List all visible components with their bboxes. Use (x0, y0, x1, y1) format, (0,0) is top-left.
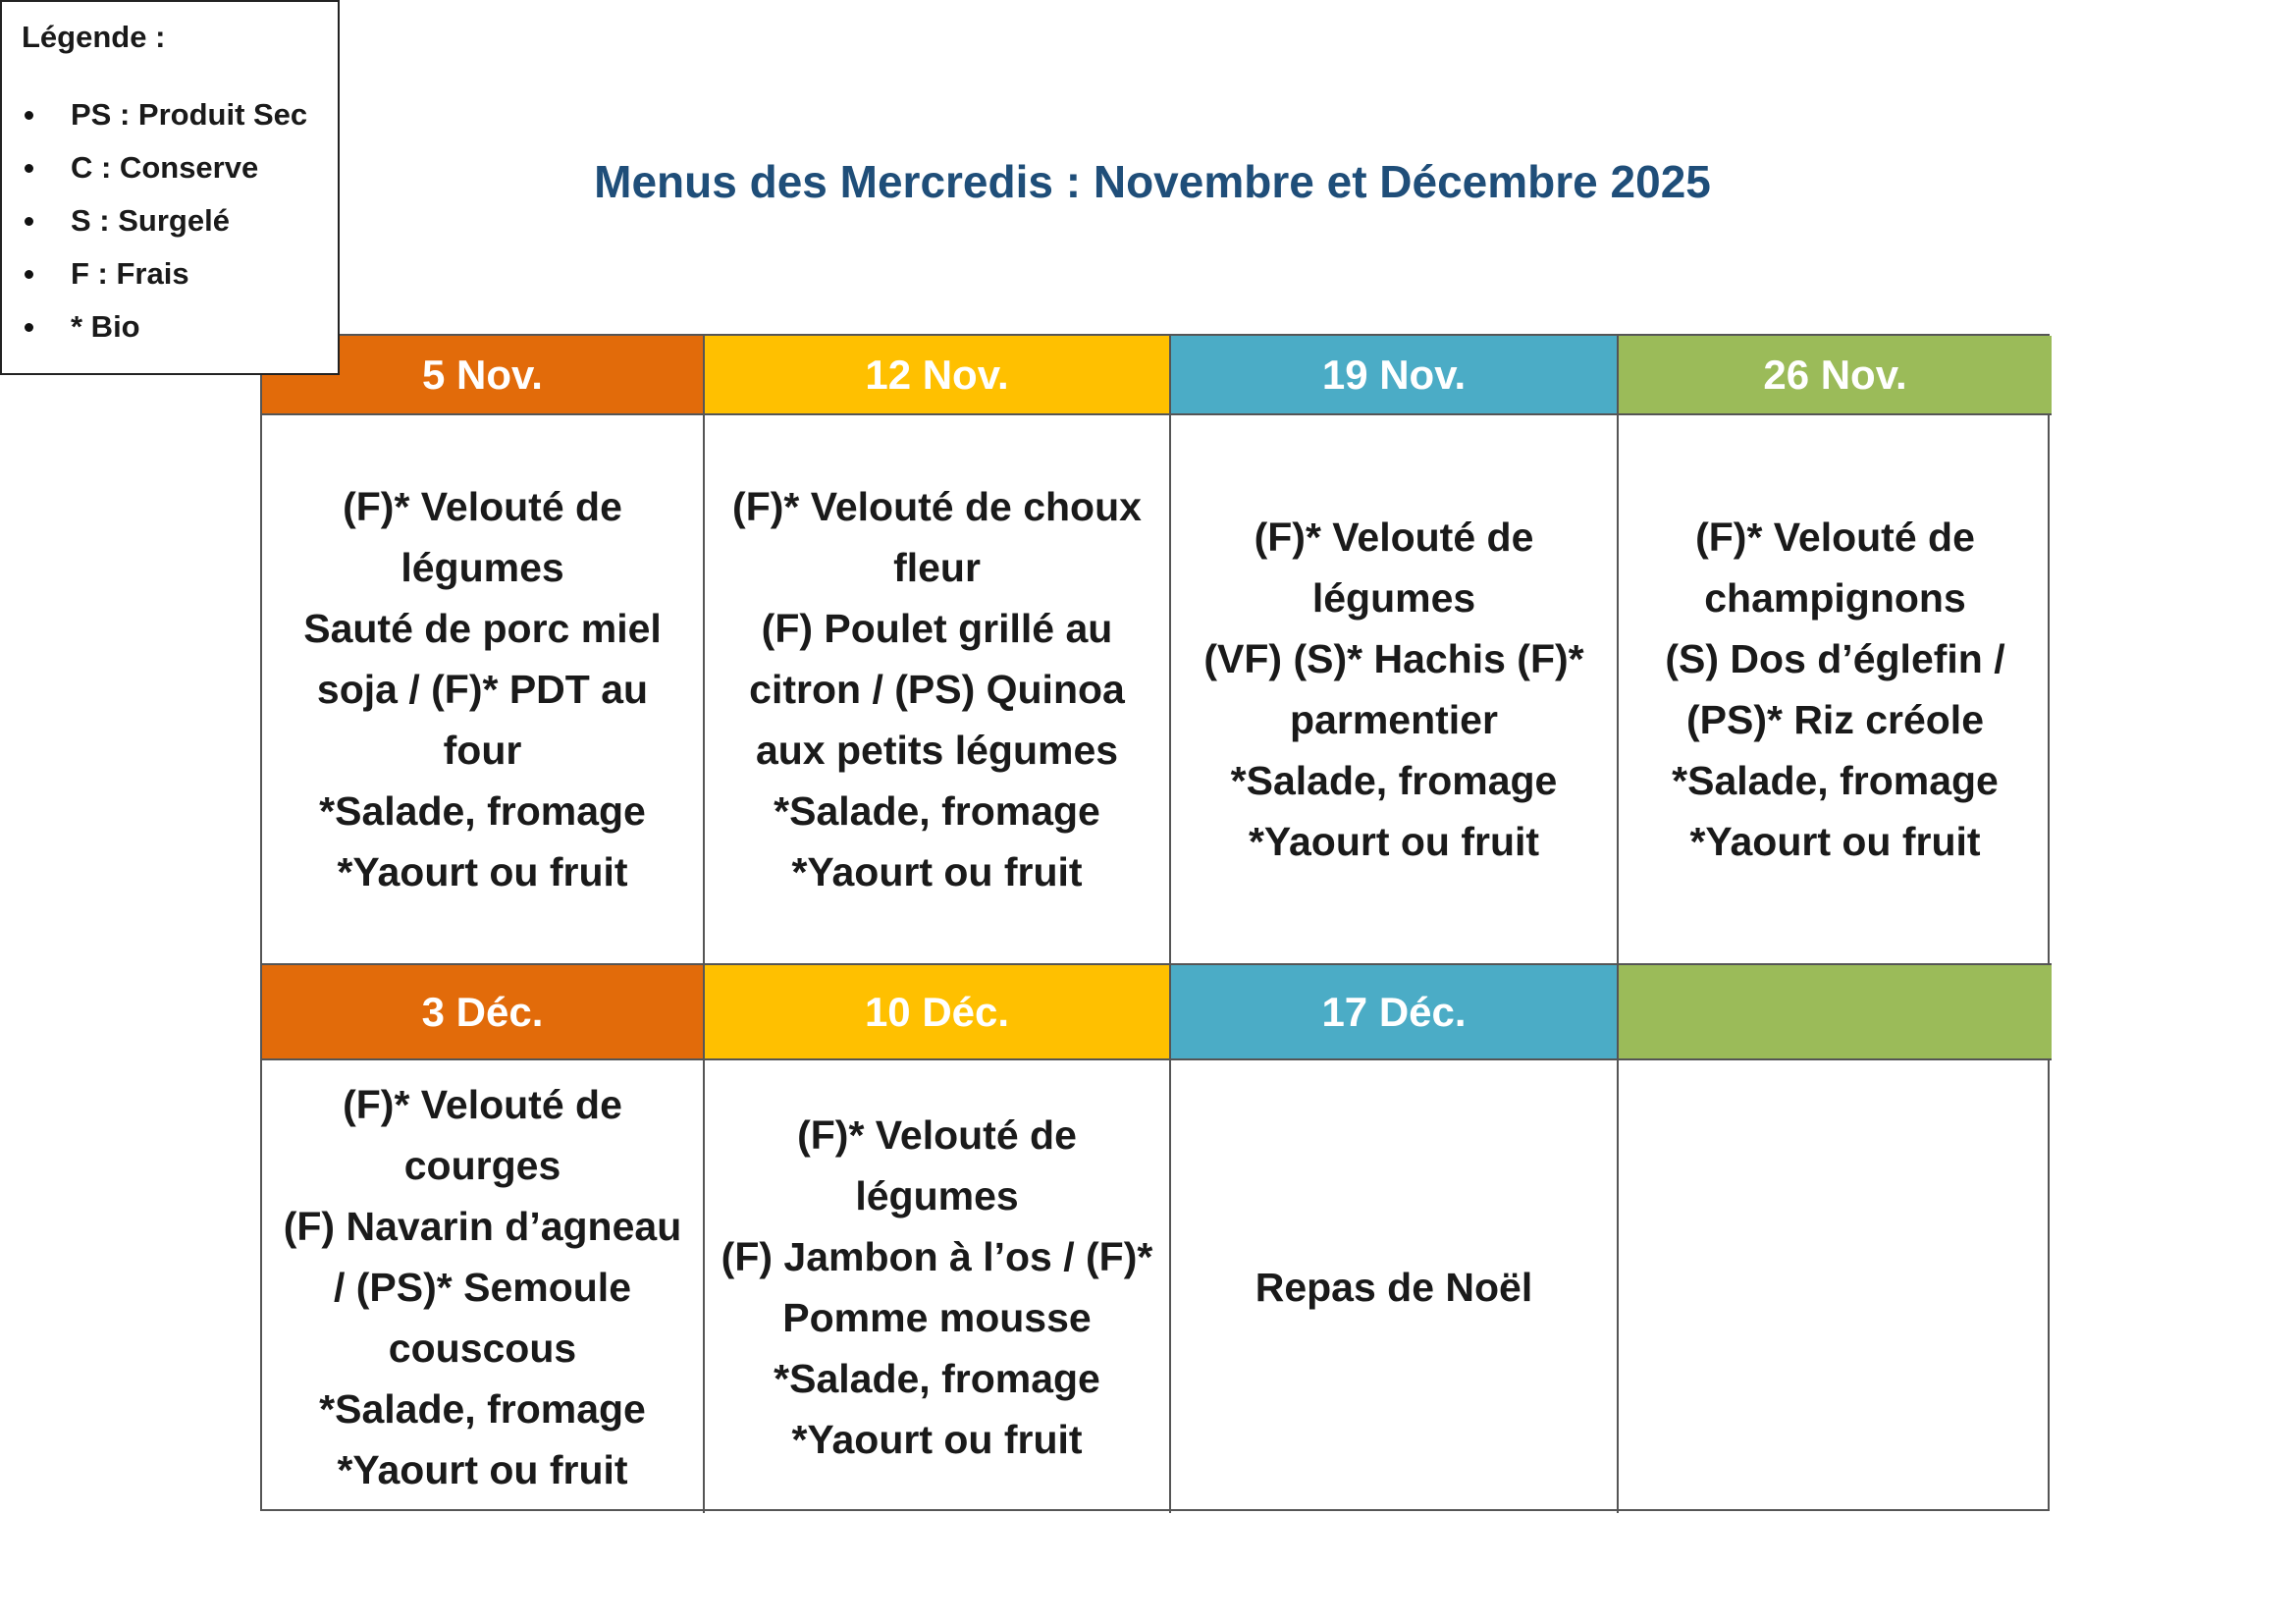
menu-cell-week-6 (705, 1060, 1171, 1513)
menu-cell-week-8 (1619, 1060, 2052, 1513)
menu-line: soja / (F)* PDT au (316, 667, 649, 712)
menu-line: (F)* Velouté de (797, 1111, 1077, 1158)
menu-line: légumes (855, 1172, 1019, 1218)
menu-line: aux petits légumes (755, 728, 1119, 773)
date-header-week-2: 12 Nov. (705, 336, 1171, 415)
legend-box (0, 0, 340, 375)
legend-item: S : Surgelé (22, 194, 338, 247)
menu-line: *Salade, fromage (774, 1355, 1100, 1401)
menu-line: (F)* Velouté de (1695, 514, 1975, 560)
menu-line: citron / (PS) Quinoa (749, 667, 1125, 712)
menu-line: *Yaourt ou fruit (1689, 819, 1981, 864)
menu-line: *Yaourt ou fruit (1248, 819, 1540, 864)
date-header-week-5: 3 Déc. (262, 965, 705, 1060)
legend-item: F : Frais (22, 247, 338, 300)
menu-cell-week-1 (262, 415, 705, 965)
date-header-week-8 (1619, 965, 2052, 1060)
menu-line: (F)* Velouté de choux (732, 484, 1142, 529)
legend-item: C : Conserve (22, 141, 338, 194)
menu-line: Pomme mousse (782, 1294, 1092, 1340)
legend-item: PS : Produit Sec (22, 88, 338, 141)
menu-line: Sauté de porc miel (303, 606, 662, 651)
menu-line: (VF) (S)* Hachis (F)* (1203, 636, 1584, 681)
menu-line: (S) Dos d’églefin / (1665, 636, 2005, 681)
menu-line: courges (403, 1142, 561, 1188)
date-header-week-7: 17 Déc. (1171, 965, 1619, 1060)
menu-line: parmentier (1290, 697, 1498, 742)
menu-line: *Salade, fromage (774, 788, 1100, 834)
menu-line: (F) Navarin d’agneau (283, 1203, 682, 1249)
menu-line: / (PS)* Semoule (333, 1264, 631, 1310)
menu-cell-week-5 (262, 1060, 705, 1513)
legend-list (22, 88, 338, 353)
menu-line: couscous (388, 1325, 577, 1371)
menu-line: légumes (400, 545, 564, 590)
menu-line: champignons (1704, 575, 1966, 621)
menu-line: *Salade, fromage (1230, 758, 1558, 803)
menu-line: four (443, 728, 522, 773)
menu-line: *Yaourt ou fruit (337, 849, 628, 894)
menu-line: (F) Poulet grillé au (761, 606, 1113, 651)
date-header-week-1: 5 Nov. (262, 336, 705, 415)
menu-table (260, 334, 2050, 1511)
menu-line: (F)* Velouté de (1254, 514, 1534, 560)
menu-line: *Yaourt ou fruit (791, 1416, 1083, 1462)
menu-line: légumes (1311, 575, 1476, 621)
menu-cell-week-7 (1171, 1060, 1619, 1513)
page-title: Menus des Mercredis : Novembre et Décembre 2025 (594, 156, 1711, 207)
menu-line: fleur (893, 545, 981, 590)
menu-cell-week-4 (1619, 415, 2052, 965)
date-header-week-4: 26 Nov. (1619, 336, 2052, 415)
date-header-week-6: 10 Déc. (705, 965, 1171, 1060)
legend-title: Légende : (22, 20, 166, 54)
menu-line: (F) Jambon à l’os / (F)* (721, 1233, 1153, 1279)
menu-line: *Salade, fromage (319, 1385, 646, 1432)
legend-item: * Bio (22, 300, 338, 353)
menu-line: *Yaourt ou fruit (337, 1446, 628, 1492)
menu-line: (F)* Velouté de (343, 484, 622, 529)
menu-line: Repas de Noël (1255, 1264, 1533, 1310)
menu-line: (PS)* Riz créole (1685, 697, 1985, 742)
date-header-week-3: 19 Nov. (1171, 336, 1619, 415)
menu-line: (F)* Velouté de (343, 1081, 622, 1127)
menu-line: *Salade, fromage (1672, 758, 1999, 803)
menu-cell-week-3 (1171, 415, 1619, 965)
menu-line: *Salade, fromage (319, 788, 646, 834)
menu-cell-week-2 (705, 415, 1171, 965)
menu-line: *Yaourt ou fruit (791, 849, 1083, 894)
